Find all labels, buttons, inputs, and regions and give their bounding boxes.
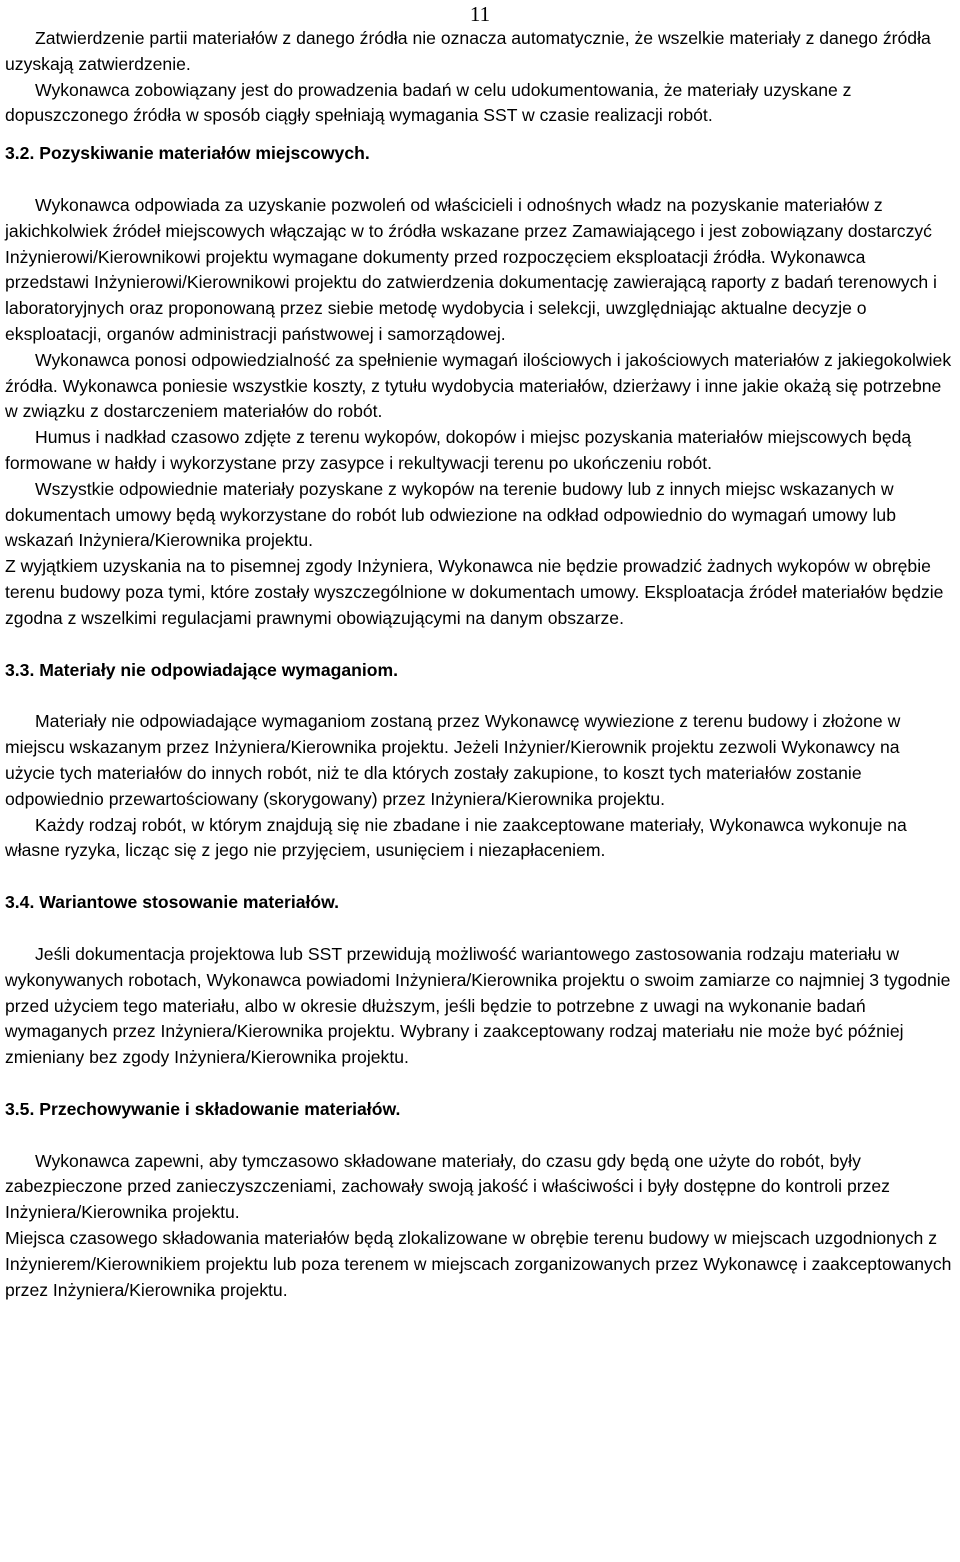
section-3-2-paragraph-3: Humus i nadkład czasowo zdjęte z terenu wykopów, dokopów i miejsc pozyskania materiałów miejscowych będą formowane w hałdy i wykorzystane przy zasypce i rekultywacji terenu po ukończeniu robót.	[5, 427, 912, 473]
spacer	[5, 167, 952, 193]
section-3-2-paragraph-5: Z wyjątkiem uzyskania na to pisemnej zgody Inżyniera, Wykonawca nie będzie prowadzić żadnych wykopów w obrębie terenu budowy poza tymi, które zostały wyszczególnione w dokumentach umowy. Eksploatacja źródeł materiałów będzie zgodna z wszelkimi regulacjami prawnymi obowiązującymi na danym obszarze.	[5, 556, 944, 628]
spacer	[5, 916, 952, 942]
section-3-3-heading: 3.3. Materiały nie odpowiadające wymaganiom.	[5, 659, 399, 680]
section-3-5-paragraph-1: Wykonawca zapewni, aby tymczasowo składowane materiały, do czasu gdy będą one użyte do robót, były zabezpieczone przed zanieczyszczeniami, zachowały swoją jakość i właściwości i były dostępne do kontroli przez Inżyniera/Kierownika projektu.	[5, 1150, 890, 1223]
section-3-5-heading: 3.5. Przechowywanie i składowanie materiałów.	[5, 1098, 401, 1119]
section-3-3-paragraph-2: Każdy rodzaj robót, w którym znajdują się nie zbadane i nie zaakceptowane materiały, Wykonawca wykonuje na własne ryzyka, licząc się z jego nie przyjęciem, usunięciem i niezapłaceniem.	[5, 814, 907, 861]
spacer	[5, 1123, 952, 1149]
section-3-4-paragraph-1: Jeśli dokumentacja projektowa lub SST przewidują możliwość wariantowego zastosowania rodzaju materiału w wykonywanych robotach, Wykonawca powiadomi Inżyniera/Kierownika projektu o swoim zamiarze co najmniej 3 tygodnie przed użyciem tego materiału, albo w okresie dłuższym, jeśli będzie to potrzebne z uwagi na wykonanie badań wymaganych przez Inżyniera/Kierownika projektu. Wybrany i zaakceptowany rodzaj materiału nie może być później zmieniany bez zgody Inżyniera/Kierownika projektu.	[5, 943, 951, 1068]
section-3-2-paragraph-2: Wykonawca ponosi odpowiedzialność za spełnienie wymagań ilościowych i jakościowych materiałów z jakiegokolwiek źródła. Wykonawca poniesie wszystkie koszty, z tytułu wydobycia materiałów, dzierżawy i inne jakie okażą się potrzebne w związku z dostarczeniem materiałów do robót.	[5, 349, 952, 422]
spacer	[5, 129, 952, 141]
spacer	[5, 632, 952, 658]
page-number: 11	[469, 2, 491, 26]
intro-paragraph-1: Zatwierdzenie partii materiałów z danego źródła nie oznacza automatycznie, że wszelkie materiały z danego źródła uzyskają zatwierdzenie.	[5, 28, 931, 74]
section-3-5-paragraph-2: Miejsca czasowego składowania materiałów będą zlokalizowane w obrębie terenu budowy w miejscach uzgodnionych z Inżynierem/Kierownikiem projektu lub poza terenem w miejscach zorganizowanych przez Wykonawcę i zaakceptowanych przez Inżyniera/Kierownika projektu.	[5, 1228, 952, 1300]
section-3-4-heading: 3.4. Wariantowe stosowanie materiałów.	[5, 892, 340, 913]
section-3-3-paragraph-1: Materiały nie odpowiadające wymaganiom zostaną przez Wykonawcę wywiezione z terenu budowy i złożone w miejscu wskazanym przez Inżyniera/Kierownika projektu. Jeżeli Inżynier/Kierownik projektu zezwoli Wykonawcy na użycie tych materiałów do innych robót, niż te dla których zostały zakupione, to koszt tych materiałów zostanie odpowiednio przewartościowany (skorygowany) przez Inżyniera/Kierownika projektu.	[5, 711, 901, 809]
spacer	[5, 1071, 952, 1097]
section-3-2-paragraph-4: Wszystkie odpowiednie materiały pozyskane z wykopów na terenie budowy lub z innych miejsc wskazanych w dokumentach umowy będą wykorzystane do robót lub odwiezione na odkład odpowiednio do wymagań umowy lub wskazań Inżyniera/Kierownika projektu.	[5, 478, 896, 551]
document-body	[5, 0, 952, 1303]
intro-paragraph-2: Wykonawca zobowiązany jest do prowadzenia badań w celu udokumentowania, że materiały uzyskane z dopuszczonego źródła w sposób ciągły spełniają wymagania SST w czasie realizacji robót.	[5, 79, 852, 126]
section-3-2-heading: 3.2. Pozyskiwanie materiałów miejscowych.	[5, 143, 370, 164]
spacer	[5, 864, 952, 890]
section-3-2-paragraph-1: Wykonawca odpowiada za uzyskanie pozwoleń od właścicieli i odnośnych władz na pozyskanie materiałów z jakichkolwiek źródeł miejscowych włączając w to źródła wskazane przez Zamawiającego i jest zobowiązany dostarczyć Inżynierowi/Kierownikowi projektu wymagane dokumenty przed rozpoczęciem eksploatacji źródła. Wykonawca przedstawi Inżynierowi/Kierownikowi projektu do zatwierdzenia dokumentację zawierającą raporty z badań terenowych i laboratoryjnych oraz proponowaną przez siebie metodę wydobycia i selekcji, uwzględniając aktualne decyzje o eksploatacji, organów administracji państwowej i samorządowej.	[5, 194, 937, 344]
spacer	[5, 683, 952, 709]
